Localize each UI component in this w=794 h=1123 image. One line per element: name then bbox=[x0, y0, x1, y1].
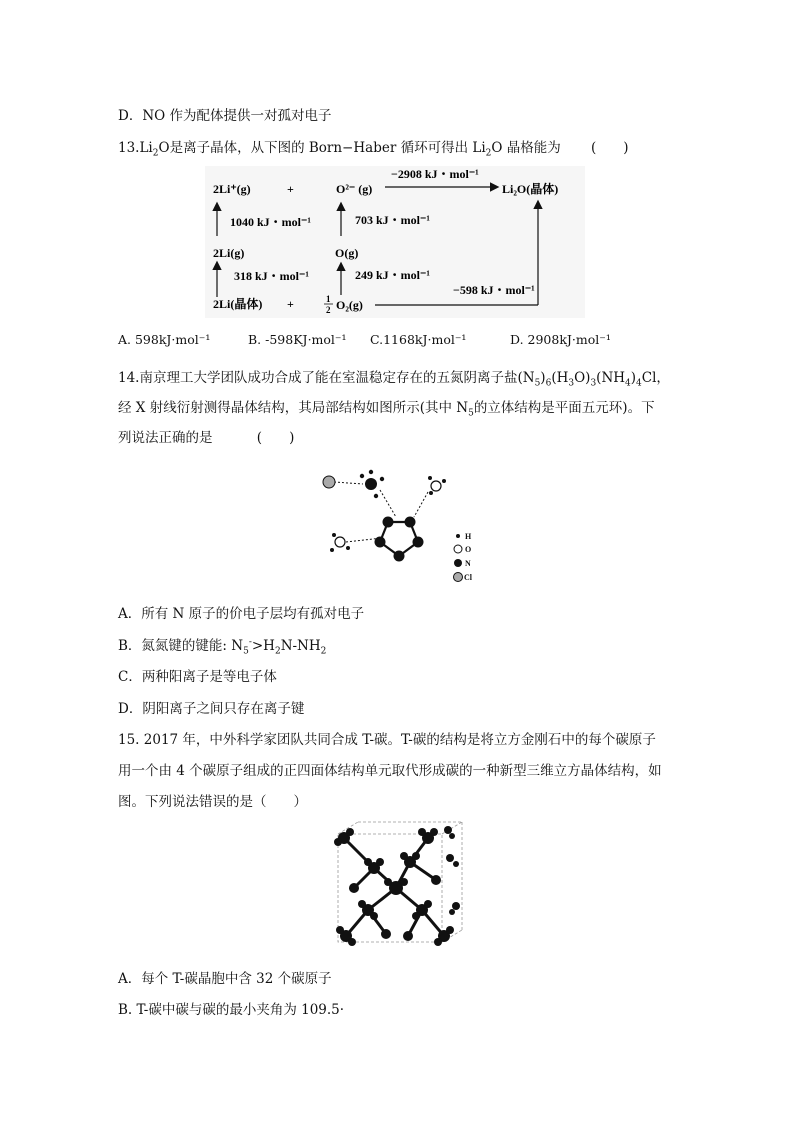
o-gas-label: O(g) bbox=[335, 246, 359, 260]
answer-blank: ( ) bbox=[256, 430, 295, 446]
lattice-energy-label: −2908 kJ・mol⁻¹ bbox=[391, 167, 479, 181]
sub: 4 bbox=[636, 378, 642, 389]
text: 列说法正确的是 bbox=[118, 430, 213, 446]
legend-n-marker bbox=[454, 559, 462, 567]
q15-stem-line1: 15. 2017 年，中外科学家团队共同合成 T-碳。T-碳的结构是将立方金刚石中的每个碳原子 bbox=[118, 732, 656, 748]
o-ion-label: O²⁻ (g) bbox=[336, 182, 373, 196]
born-haber-diagram bbox=[205, 166, 585, 318]
q14-option-a: A．所有 N 原子的价电子层均有孤对电子 bbox=[118, 606, 365, 622]
half-denominator: 2 bbox=[326, 305, 331, 315]
q12-option-d: D．NO 作为配体提供一对孤对电子 bbox=[118, 108, 332, 124]
t-carbon-unit-cell-figure bbox=[324, 818, 466, 956]
formation-energy: −598 kJ・mol⁻¹ bbox=[453, 283, 535, 297]
q13-stem-post: O 晶格能为 bbox=[491, 140, 561, 156]
legend-h: H bbox=[465, 532, 472, 541]
text: >H bbox=[251, 638, 275, 654]
text: 的立体结构是平面五元环)。下 bbox=[473, 400, 655, 416]
text: 经 X 射线衍射测得晶体结构，其局部结构如图所示(其中 N bbox=[118, 400, 469, 416]
q14-option-d: D．阴阳离子之间只存在离子键 bbox=[118, 701, 305, 717]
text: B．氮氮键的键能: N bbox=[118, 638, 244, 654]
li-solid-label: 2Li(晶体) bbox=[213, 297, 263, 311]
o2-gas-label: O₂(g) bbox=[336, 298, 363, 312]
q13-stem-mid: O是离子晶体，从下图的 Born−Haber 循环可得出 Li bbox=[158, 140, 486, 156]
sub: 5 bbox=[534, 378, 541, 389]
plus-sign: + bbox=[287, 182, 294, 196]
li-gas-label: 2Li(g) bbox=[213, 246, 245, 260]
q14-stem-line2 bbox=[118, 396, 655, 419]
plus-sign: + bbox=[287, 297, 294, 311]
q13-option-b: B. -598KJ·mol⁻¹ bbox=[248, 332, 347, 347]
sub: 5 bbox=[468, 408, 474, 419]
sub: 3 bbox=[590, 378, 597, 389]
legend-h-marker bbox=[456, 534, 460, 538]
half-numerator: 1 bbox=[326, 294, 331, 304]
answer-blank: ( ) bbox=[591, 140, 629, 156]
q15-stem-line2: 用一个由 4 个碳原子组成的正四面体结构单元取代形成碳的一种新型三维立方晶体结构，如 bbox=[118, 763, 662, 779]
text: N-NH bbox=[280, 638, 321, 654]
pentazolate-structure-figure bbox=[318, 462, 488, 590]
q13-option-d: D. 2908kJ·mol⁻¹ bbox=[510, 332, 611, 347]
sub: 3 bbox=[568, 378, 575, 389]
legend-cl-marker bbox=[454, 573, 463, 582]
sub: 5 bbox=[243, 646, 249, 657]
q13-option-a: A. 598kJ·mol⁻¹ bbox=[118, 332, 211, 347]
text: (NH bbox=[596, 370, 626, 386]
q14-stem-line1 bbox=[118, 366, 670, 389]
sup: - bbox=[248, 637, 252, 648]
q13-option-c: C.1168kJ·mol⁻¹ bbox=[370, 332, 467, 347]
q13-stem-pre: 13.Li bbox=[118, 140, 153, 156]
text: Cl， bbox=[641, 370, 670, 386]
q14-option-b bbox=[118, 634, 326, 657]
o-affinity-energy: 703 kJ・mol⁻¹ bbox=[355, 213, 430, 227]
q13-stem bbox=[118, 136, 629, 159]
q14-stem-line3 bbox=[118, 426, 294, 446]
q13-stem-sub: 2 bbox=[152, 148, 159, 159]
li2o-product-label: Li₂O(晶体) bbox=[502, 182, 559, 196]
q13-stem-sub: 2 bbox=[485, 148, 492, 159]
legend-o: O bbox=[465, 545, 472, 554]
text: O) bbox=[574, 370, 591, 386]
sub: 2 bbox=[274, 646, 281, 657]
o-dissociation-energy: 249 kJ・mol⁻¹ bbox=[355, 268, 430, 282]
q15-option-a: A．每个 T-碳晶胞中含 32 个碳原子 bbox=[118, 971, 332, 987]
li-ion-label: 2Li⁺(g) bbox=[213, 182, 251, 196]
legend-cl: Cl bbox=[464, 573, 472, 582]
sub: 4 bbox=[625, 378, 631, 389]
text: ) bbox=[540, 370, 546, 386]
text: ) bbox=[630, 370, 637, 386]
li-sublimation-energy: 318 kJ・mol⁻¹ bbox=[234, 269, 309, 283]
q14-option-c: C．两种阳离子是等电子体 bbox=[118, 669, 277, 685]
legend-n: N bbox=[465, 559, 471, 568]
q15-option-b: B. T-碳中碳与碳的最小夹角为 109.5· bbox=[118, 1002, 345, 1018]
li-ionization-energy: 1040 kJ・mol⁻¹ bbox=[230, 215, 311, 229]
sub: 2 bbox=[320, 646, 327, 657]
sub: 6 bbox=[545, 378, 552, 389]
text: (H bbox=[551, 370, 569, 386]
legend-o-marker bbox=[454, 545, 462, 553]
text: 14.南京理工大学团队成功合成了能在室温稳定存在的五氮阴离子盐(N bbox=[118, 370, 535, 386]
q15-stem-line3: 图。下列说法错误的是（ ） bbox=[118, 794, 307, 810]
